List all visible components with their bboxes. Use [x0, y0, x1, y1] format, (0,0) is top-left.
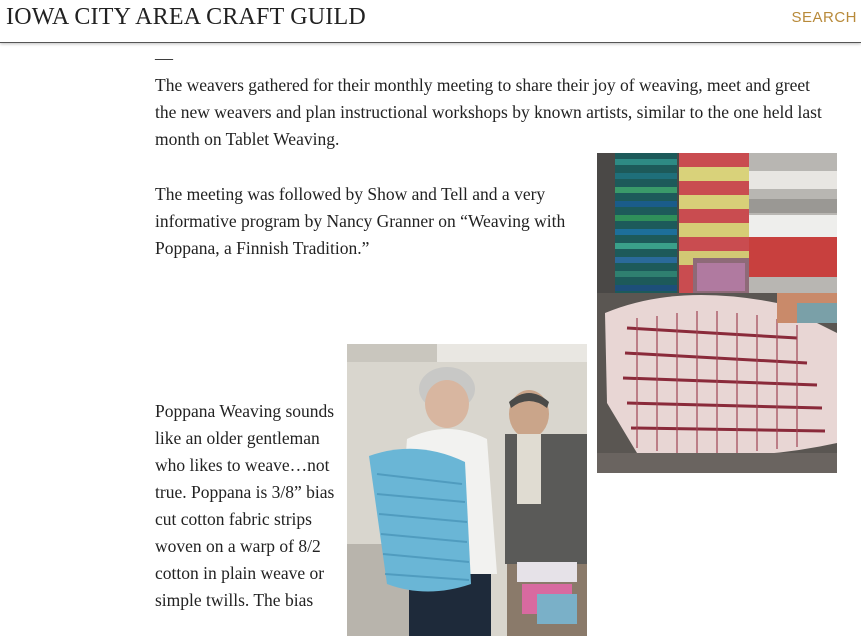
- rugs-photo: [597, 153, 837, 473]
- weaver-photo: [347, 344, 587, 636]
- article-paragraph-3: Poppana Weaving sounds like an older gentleman who likes to weave…not true. Poppana is 3/8” bias cut cotton fabric strips woven on a warp of 8/2 cotton in plain weave or simple twills. The bias: [155, 401, 335, 610]
- article-paragraph-1: The weavers gathered for their monthly meeting to share their joy of weaving, meet and greet the new weavers and plan instructional workshops by known artists, similar to the one held last month on Tablet Weaving.: [155, 75, 822, 149]
- separator-dash: —: [155, 48, 173, 68]
- search-link[interactable]: SEARCH: [791, 9, 857, 26]
- site-header: [0, 0, 861, 43]
- article-paragraph-2: The meeting was followed by Show and Tell and a very informative program by Nancy Granner on “Weaving with Poppana, a Finnish Tradition.”: [155, 184, 566, 258]
- site-title[interactable]: IOWA CITY AREA CRAFT GUILD: [6, 4, 366, 30]
